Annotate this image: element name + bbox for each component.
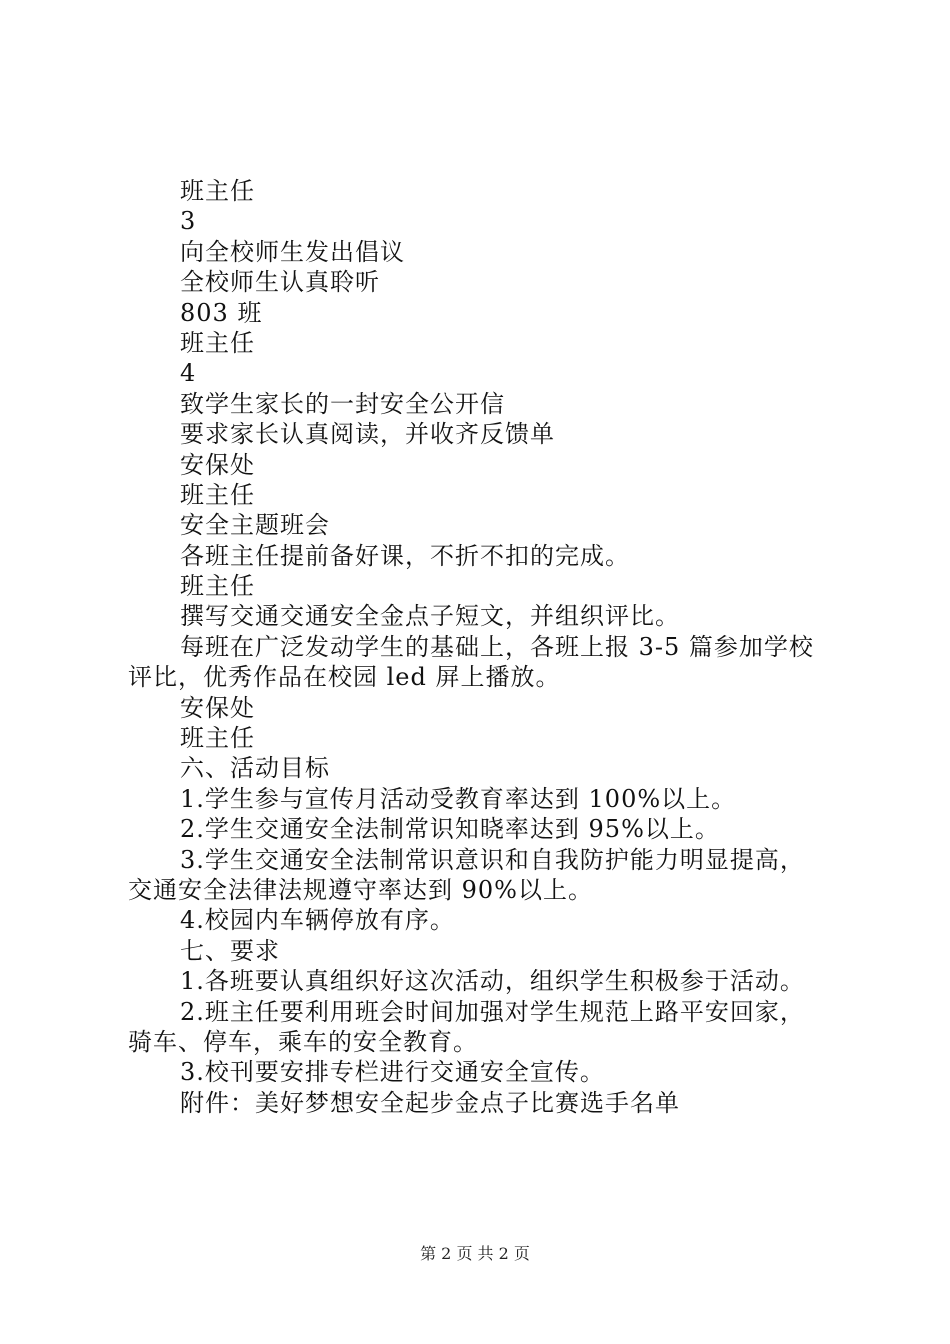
text-line: 撰写交通交通安全金点子短文，并组织评比。 [180, 602, 680, 631]
text-line: 要求家长认真阅读，并收齐反馈单 [180, 420, 555, 449]
text-line: 骑车、停车，乘车的安全教育。 [128, 1027, 478, 1056]
text-line: 安保处 [180, 450, 255, 479]
text-line: 六、活动目标 [180, 754, 330, 783]
text-line: 各班主任提前备好课，不折不扣的完成。 [180, 541, 630, 570]
text-line: 3.校刊要安排专栏进行交通安全宣传。 [180, 1058, 605, 1087]
text-line: 致学生家长的一封安全公开信 [180, 389, 505, 418]
text-line: 3 [180, 207, 197, 236]
page-footer: 第 2 页 共 2 页 [420, 1244, 530, 1263]
text-line: 1.学生参与宣传月活动受教育率达到 100%以上。 [180, 784, 737, 813]
text-line: 4 [180, 359, 197, 388]
text-line: 班主任 [180, 572, 255, 601]
text-line: 2.学生交通安全法制常识知晓率达到 95%以上。 [180, 815, 720, 844]
text-line: 每班在广泛发动学生的基础上，各班上报 3-5 篇参加学校 [180, 632, 814, 661]
text-line: 1.各班要认真组织好这次活动，组织学生积极参于活动。 [180, 967, 805, 996]
text-line: 七、要求 [180, 936, 280, 965]
text-line: 安全主题班会 [180, 511, 330, 540]
text-line: 班主任 [180, 328, 255, 357]
text-line: 2.班主任要利用班会时间加强对学生规范上路平安回家， [180, 997, 805, 1026]
document-body [128, 176, 838, 1118]
text-line: 向全校师生发出倡议 [180, 237, 405, 266]
text-line: 评比，优秀作品在校园 led 屏上播放。 [128, 663, 561, 692]
text-line: 班主任 [180, 480, 255, 509]
text-line: 交通安全法律法规遵守率达到 90%以上。 [128, 875, 593, 904]
text-line: 班主任 [180, 724, 255, 753]
text-line: 4.校园内车辆停放有序。 [180, 906, 455, 935]
text-line: 803 班 [180, 298, 263, 327]
text-line: 班主任 [180, 177, 255, 205]
text-line: 3.学生交通安全法制常识意识和自我防护能力明显提高， [180, 845, 805, 874]
text-line: 全校师生认真聆听 [180, 268, 380, 297]
text-line: 附件：美好梦想安全起步金点子比赛选手名单 [180, 1088, 680, 1117]
text-line: 安保处 [180, 693, 255, 722]
